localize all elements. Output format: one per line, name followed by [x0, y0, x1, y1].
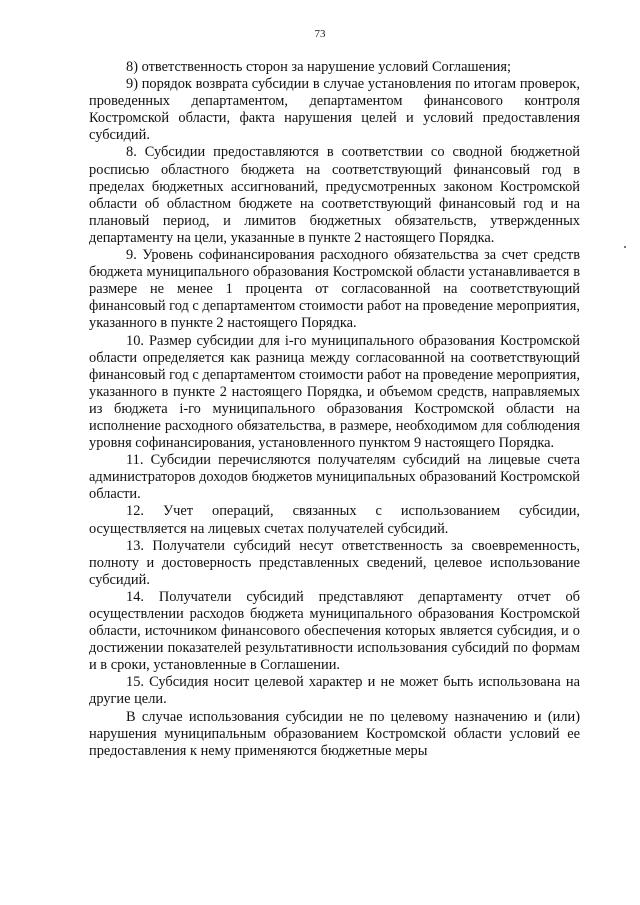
paragraph-11-transfer: 11. Субсидии перечисляются получателям субсидий на лицевые счета администраторов доходов бюджетов муниципальных образований Костромской области.	[89, 452, 580, 503]
paragraph-10-subsidy-amount: 10. Размер субсидии для i-го муниципального образования Костромской области определяется как разница между согласованной на соответствующий финансовый год с департаментом стоимости работ на проведение мероприятия, указанного в пункте 2 настоящего Порядка, и объемом средств, направляемых из бюджета i-го муниципального образования Костромской области на исполнение расходного обязательства, в размере, необходимом для соблюдения уровня софинансирования, установленного пунктом 9 настоящего Порядка.	[89, 332, 580, 452]
paragraph-misuse-measures: В случае использования субсидии не по целевому назначению и (или) нарушения муниципальным образованием Костромской области условий ее предоставления к нему применяются бюджетные меры	[89, 708, 580, 759]
page-number: 73	[314, 28, 326, 40]
paragraph-14-reporting: 14. Получатели субсидий представляют департаменту отчет об осуществлении расходов бюджета муниципального образования Костромской области, источником финансового обеспечения которых является субсидия, и о достижении показателей результативности использования субсидий по формам и в сроки, установленные в Соглашении.	[89, 588, 580, 674]
paragraph-8-responsibility: 8) ответственность сторон за нарушение условий Соглашения;	[126, 59, 511, 75]
paragraph-12-accounting: 12. Учет операций, связанных с использованием субсидии, осуществляется на лицевых счетах получателей субсидий.	[89, 503, 580, 537]
document-body	[89, 59, 580, 760]
scan-speck	[624, 246, 626, 248]
paragraph-9-cofinancing-level: 9. Уровень софинансирования расходного обязательства за счет средств бюджета муниципального образования Костромской области устанавливается в размере не менее 1 процента от согласованной на соответствующий финансовый год с департаментом стоимости работ на проведение мероприятия, указанного в пункте 2 настоящего Порядка.	[89, 247, 580, 332]
paragraph-9-refund-procedure: 9) порядок возврата субсидии в случае установления по итогам проверок, проведенных департаментом, департаментом финансового контроля Костромской области, факта нарушения целей и условий предоставления субсидий.	[89, 76, 580, 144]
paragraph-15-targeted-use: 15. Субсидия носит целевой характер и не может быть использована на другие цели.	[89, 674, 580, 708]
paragraph-8-subsidy-provision: 8. Субсидии предоставляются в соответствии со сводной бюджетной росписью областного бюджета на соответствующий финансовый год в пределах бюджетных ассигнований, предусмотренных законом Костромской области об областном бюджете на соответствующий финансовый год и на плановый период, и лимитов бюджетных обязательств, утвержденных департаменту на цели, указанные в пункте 2 настоящего Порядка.	[89, 144, 580, 246]
paragraph-13-responsibility: 13. Получатели субсидий несут ответственность за своевременность, полноту и достоверность представленных сведений, целевое использование субсидий.	[89, 537, 580, 588]
